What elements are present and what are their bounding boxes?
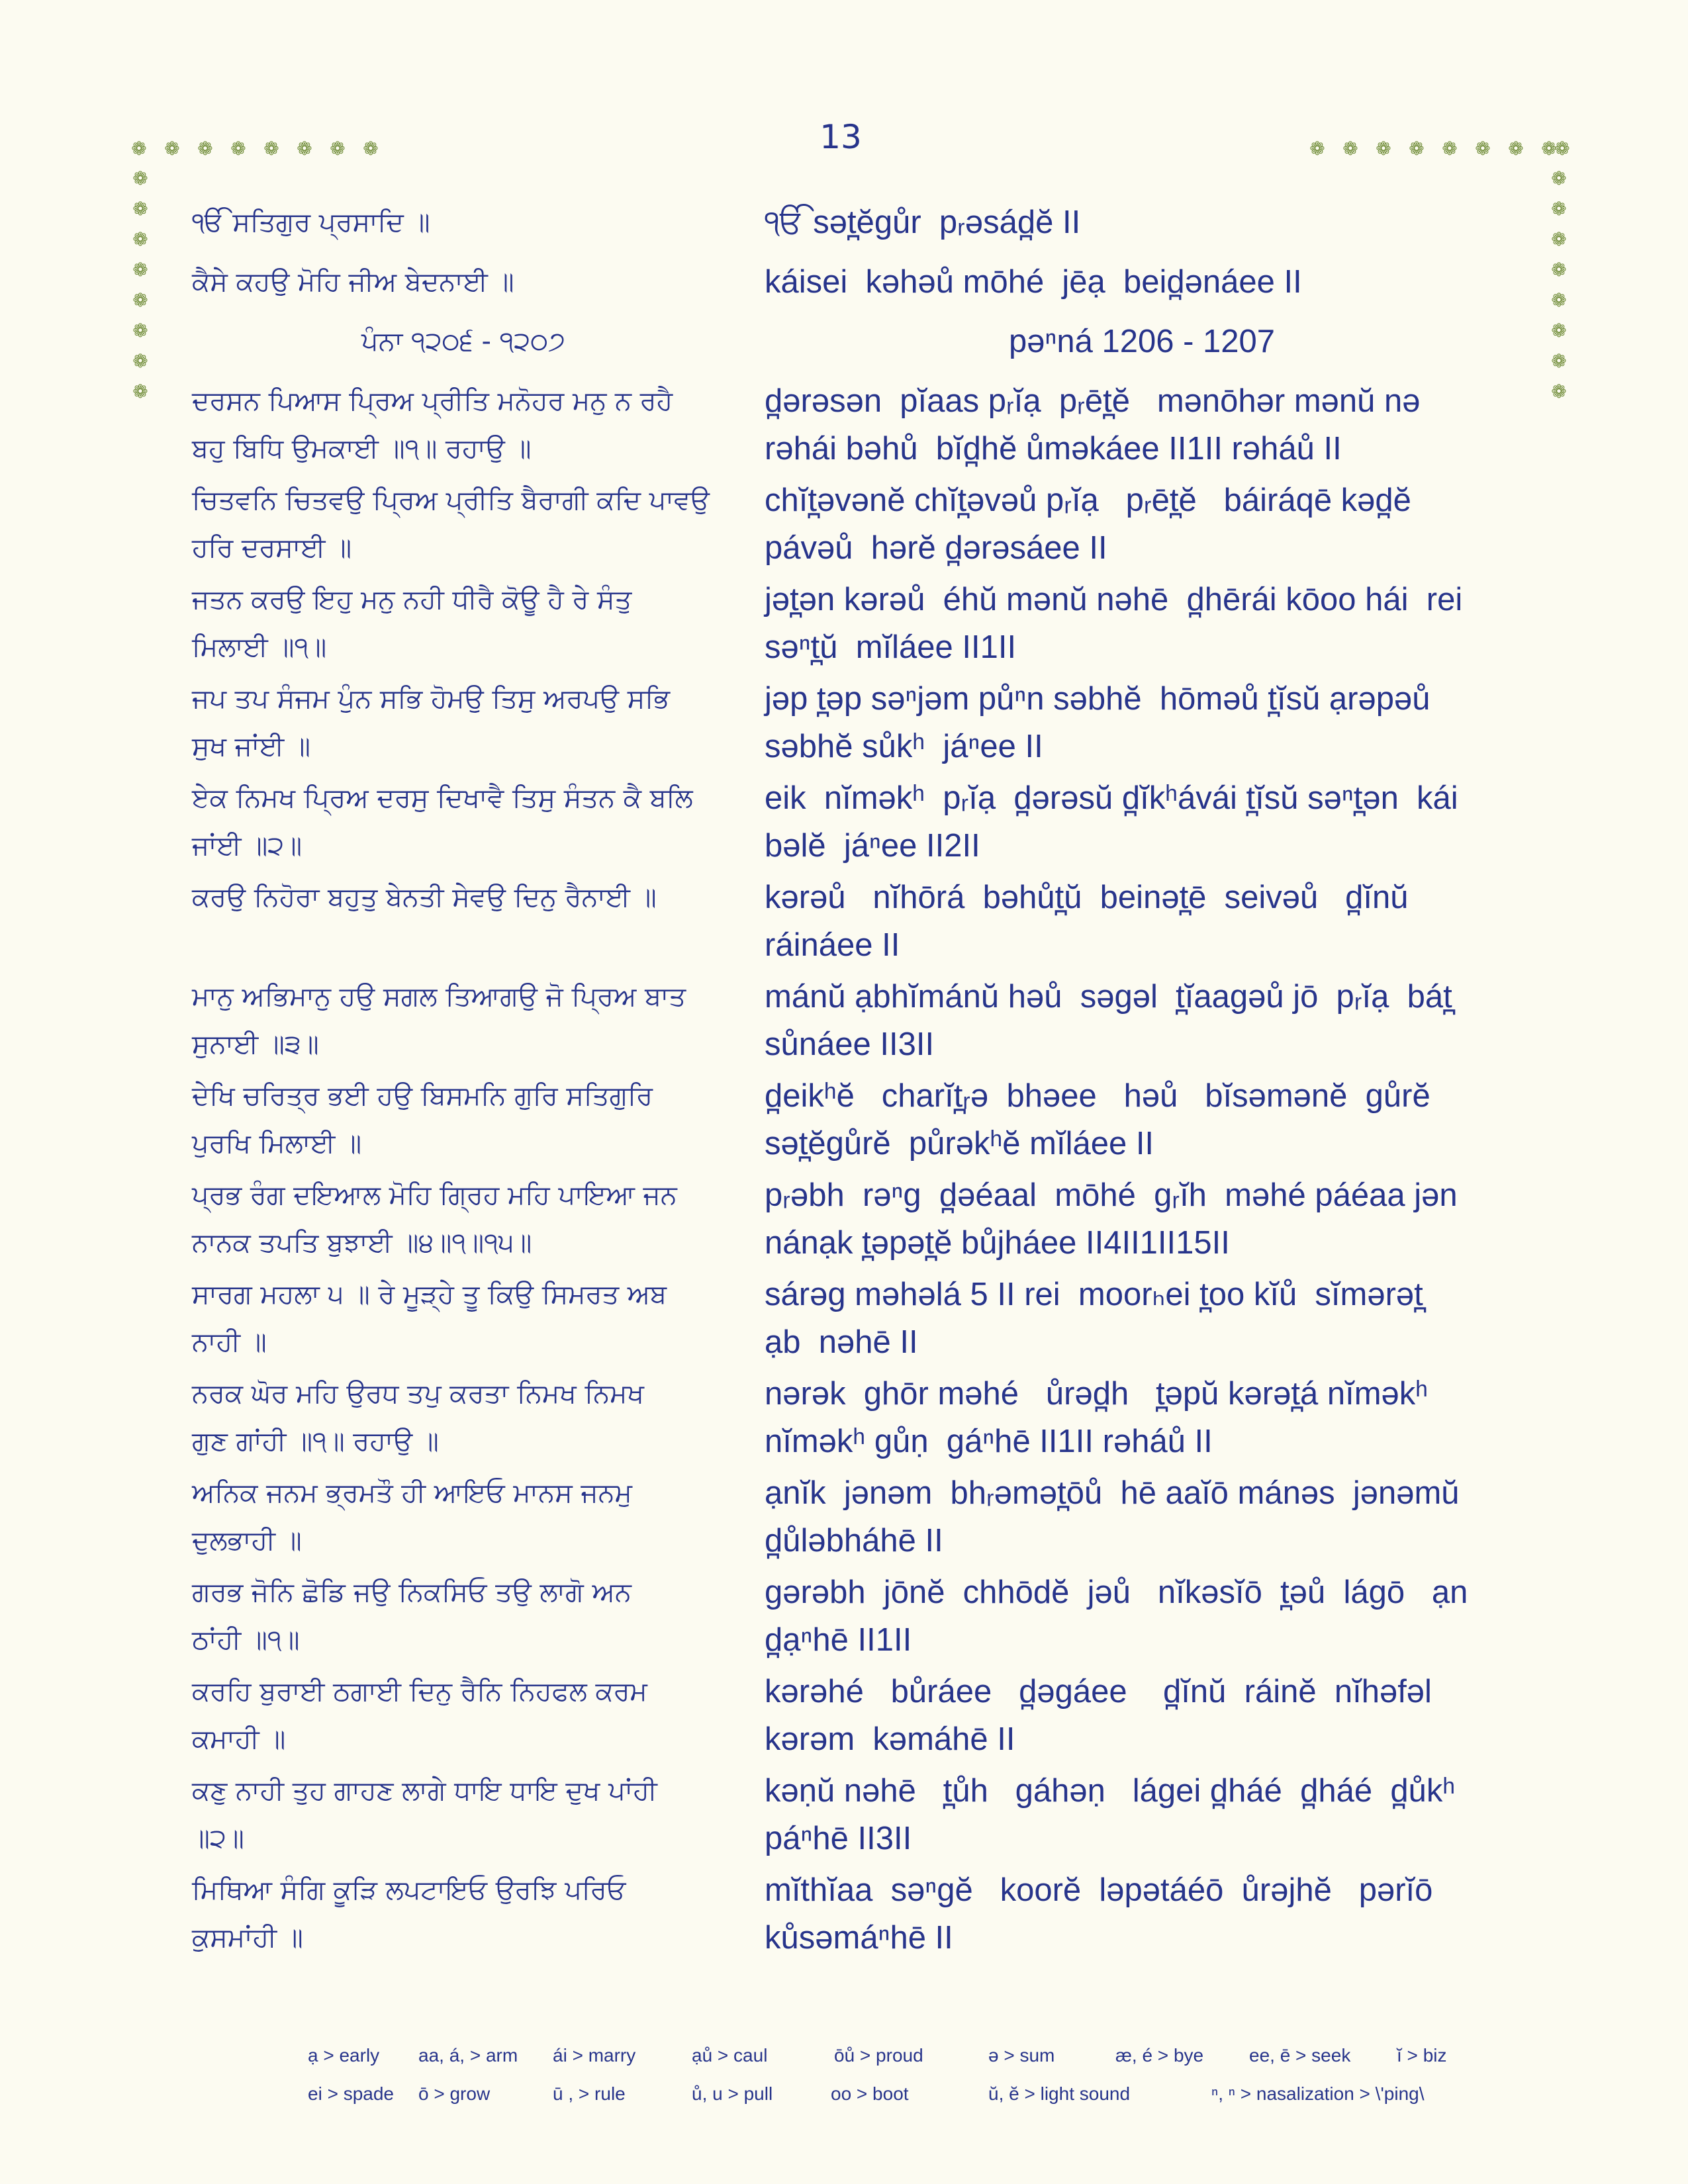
flower-icon: ❁ bbox=[297, 138, 312, 159]
gurmukhi-line: ਜਤਨ ਕਰਉ ਇਹੁ ਮਨੁ ਨਹੀ ਧੀਰੈ ਕੋਊ ਹੈ ਰੇ ਸੰਤੁ ਮਿਲਾਈ ॥੧॥ bbox=[192, 584, 632, 662]
key-entry: ŭ, ĕ > light sound bbox=[988, 2083, 1131, 2104]
gurmukhi-line: ਮਾਨੁ ਅਭਿਮਾਨੁ ਹਉ ਸਗਲ ਤਿਆਗਉ ਜੋ ਪ੍ਰਿਅ ਬਾਤ ਸੁਨਾਈ ॥੩॥ bbox=[192, 981, 686, 1060]
transliteration-line: kərəů nĭhōrá bəhůt̪ŭ beinət̪ē seivəů d̪ĭnŭ ráináee II bbox=[765, 880, 1409, 963]
flower-icon: ❁ bbox=[197, 138, 213, 159]
transliteration-line: ੴ sət̪ĕgůr pᵣəsád̪ĕ II bbox=[765, 205, 1081, 240]
flower-icon: ❁ bbox=[1442, 138, 1458, 159]
transliteration-line: mánŭ ạbhĭmánŭ həů səgəl t̪ĭaagəů jō pᵣĭạ bát̪ sůnáee II3II bbox=[765, 979, 1452, 1062]
flower-icon: ❁ bbox=[132, 198, 148, 220]
flower-icon: ❁ bbox=[1551, 198, 1567, 220]
gurmukhi-line: ਨਰਕ ਘੋਰ ਮਹਿ ਉਰਧ ਤਪੁ ਕਰਤਾ ਨਿਮਖ ਨਿਮਖ ਗੁਣ ਗਾਂਹੀ ॥੧॥ ਰਹਾਉ ॥ bbox=[192, 1379, 644, 1457]
flower-icon: ❁ bbox=[363, 138, 379, 159]
flower-icon: ❁ bbox=[1409, 138, 1425, 159]
gurmukhi-line: ਚਿਤਵਨਿ ਚਿਤਵਉ ਪ੍ਰਿਅ ਪ੍ਰੀਤਿ ਬੈਰਾਗੀ ਕਦਿ ਪਾਵਉ ਹਰਿ ਦਰਸਾਈ ॥ bbox=[192, 485, 710, 563]
transliteration-line: d̪ərəsən pĭaas pᵣĭạ pᵣēt̪ĕ mənōhər mənŭ nə rəhái bəhů bĭd̪hĕ ůməkáee II1II rəháů II bbox=[765, 383, 1421, 467]
flower-icon: ❁ bbox=[1309, 138, 1325, 159]
flower-icon: ❁ bbox=[1551, 259, 1567, 281]
key-entry: ái > marry bbox=[553, 2045, 636, 2066]
gurmukhi-line: ਕੈਸੇ ਕਹਉ ਮੋਹਿ ਜੀਅ ਬੇਦਨਾਈ ॥ bbox=[192, 267, 514, 297]
gurmukhi-line: ਕਣੁ ਨਾਹੀ ਤੁਹ ਗਾਹਣ ਲਾਗੇ ਧਾਇ ਧਾਇ ਦੁਖ ਪਾਂਹੀ ॥੨॥ bbox=[192, 1776, 657, 1854]
page-range-roman: pəⁿná 1206 - 1207 bbox=[1008, 324, 1276, 359]
flower-icon: ❁ bbox=[330, 138, 346, 159]
key-entry: ạů > caul bbox=[692, 2045, 768, 2066]
key-entry: oo > boot bbox=[831, 2083, 909, 2104]
key-entry: æ, é > bye bbox=[1115, 2045, 1204, 2066]
transliteration-line: sárəg məhəlá 5 II rei moorₕei t̪oo kĭů sĭmərət̪ ạb nəhē II bbox=[765, 1277, 1423, 1360]
flower-icon: ❁ bbox=[132, 167, 148, 189]
transliteration-line: chĭt̪əvənĕ chĭt̪əvəů pᵣĭạ pᵣēt̪ĕ báiráqē kəd̪ĕ pávəů hərĕ d̪ərəsáee II bbox=[765, 482, 1411, 566]
flower-icon: ❁ bbox=[132, 259, 148, 281]
flower-icon: ❁ bbox=[1342, 138, 1358, 159]
transliteration-line: kəṇŭ nəhē t̪ůh gáhəṇ lágei d̪háé d̪háé d̪ůkʰ páⁿhē II3II bbox=[765, 1773, 1456, 1856]
gurmukhi-line: ਦਰਸਨ ਪਿਆਸ ਪ੍ਰਿਅ ਪ੍ਰੀਤਿ ਮਨੋਹਰ ਮਨੁ ਨ ਰਹੈ ਬਹੁ ਬਿਧਿ ਉਮਕਾਈ ॥੧॥ ਰਹਾਉ ॥ bbox=[192, 386, 673, 464]
key-entry: ū , > rule bbox=[553, 2083, 626, 2104]
gurmukhi-line: ਗਰਭ ਜੋਨਿ ਛੋਡਿ ਜਉ ਨਿਕਸਿਓ ਤਉ ਲਾਗੋ ਅਨ ਠਾਂਹੀ ॥੧॥ bbox=[192, 1577, 632, 1655]
key-entry: ee, ē > seek bbox=[1249, 2045, 1351, 2066]
flower-icon: ❁ bbox=[131, 138, 147, 159]
transliteration-line: ạnĭk jənəm bhᵣəmət̪ōů hē aaĭō mánəs jənəmŭ d̪ůləbháhē II bbox=[765, 1475, 1460, 1559]
key-entry: ů, u > pull bbox=[692, 2083, 773, 2104]
flower-icon: ❁ bbox=[164, 138, 180, 159]
gurmukhi-line: ੴ ਸਤਿਗੁਰ ਪ੍ਰਸਾਦਿ ॥ bbox=[192, 207, 430, 238]
transliteration-line: nərək ghōr məhé ůrəd̪h t̪əpŭ kərət̪á nĭməkʰ nĭməkʰ gůṇ gáⁿhē II1II rəháů II bbox=[765, 1376, 1429, 1459]
flower-icon: ❁ bbox=[230, 138, 246, 159]
page-range-gurmukhi: ਪੰਨਾ ੧੨੦੬ - ੧੨੦੭ bbox=[361, 326, 565, 357]
gurmukhi-line: ਪ੍ਰਭ ਰੰਗ ਦਇਆਲ ਮੋਹਿ ਗ੍ਰਿਹ ਮਹਿ ਪਾਇਆ ਜਨ ਨਾਨਕ ਤਪਤਿ ਬੁਝਾਈ ॥੪॥੧॥੧੫॥ bbox=[192, 1180, 677, 1258]
page-number: 13 bbox=[820, 118, 862, 156]
transliteration-line: eik nĭməkʰ pᵣĭạ d̪ərəsŭ d̪ĭkʰávái t̪ĭsŭ səⁿt̪ən kái bəlĕ jáⁿee II2II bbox=[765, 780, 1458, 864]
transliteration-line: kərəhé bůráee d̪əgáee d̪ĭnŭ ráinĕ nĭhəfəl kərəm kəmáhē II bbox=[765, 1674, 1432, 1757]
gurmukhi-line: ਕਰਹਿ ਬੁਰਾਈ ਠਗਾਈ ਦਿਨੁ ਰੈਨਿ ਨਿਹਫਲ ਕਰਮ ਕਮਾਹੀ ॥ bbox=[192, 1676, 647, 1754]
transliteration-line: mĭthĭaa səⁿgĕ koorĕ ləpətáéō ůrəjhĕ pərĭō kůsəmáⁿhē II bbox=[765, 1872, 1433, 1956]
flower-icon: ❁ bbox=[132, 381, 148, 402]
transliteration-line: d̪eikʰĕ charĭt̪ᵣə bhəee həů bĭsəmənĕ gůrĕ sət̪ĕgůrĕ půrəkʰĕ mĭláee II bbox=[765, 1078, 1430, 1161]
flower-icon: ❁ bbox=[1376, 138, 1391, 159]
flower-icon: ❁ bbox=[1551, 228, 1567, 250]
gurmukhi-line: ਸਾਰਗ ਮਹਲਾ ੫ ॥ ਰੇ ਮੂੜ੍ਹੇ ਤੂ ਕਿਉ ਸਿਮਰਤ ਅਬ ਨਾਹੀ ॥ bbox=[192, 1279, 667, 1357]
key-entry: ⁿ, ⁿ > nasalization > \'ping\ bbox=[1211, 2083, 1425, 2104]
flower-icon: ❁ bbox=[1508, 138, 1524, 159]
flower-icon: ❁ bbox=[1551, 350, 1567, 372]
flower-icon: ❁ bbox=[1551, 381, 1567, 402]
gurmukhi-line: ਜਪ ਤਪ ਸੰਜਮ ਪੁੰਨ ਸਭਿ ਹੋਮਉ ਤਿਸੁ ਅਰਪਉ ਸਭਿ ਸੁਖ ਜਾਂਈ ॥ bbox=[192, 684, 670, 762]
key-entry: ə > sum bbox=[988, 2045, 1055, 2066]
transliteration-line: gərəbh jōnĕ chhōdĕ jəů nĭkəsĭō t̪əů lágō ạn d̪ạⁿhē II1II bbox=[765, 1574, 1468, 1658]
flower-icon: ❁ bbox=[1554, 138, 1570, 159]
transliteration-line: jəp t̪əp səⁿjəm půⁿn səbhĕ hōməů t̪ĭsŭ ạrəpəů səbhĕ sůkʰ jáⁿee II bbox=[765, 681, 1430, 764]
flower-icon: ❁ bbox=[132, 228, 148, 250]
transliteration-line: pᵣəbh rəⁿg d̪əéaal mōhé gᵣĭh məhé páéaa jən nánạk t̪əpət̪ĕ bůjháee II4II1II15II bbox=[765, 1177, 1458, 1261]
key-entry: ei > spade bbox=[308, 2083, 394, 2104]
flower-icon: ❁ bbox=[1541, 138, 1557, 159]
gurmukhi-line: ਕਰਉ ਨਿਹੋਰਾ ਬਹੁਤੁ ਬੇਨਤੀ ਸੇਵਉ ਦਿਨੁ ਰੈਨਾਈ ॥ bbox=[192, 882, 657, 913]
gurmukhi-line: ਅਨਿਕ ਜਨਮ ਭ੍ਰਮਤੌ ਹੀ ਆਇਓ ਮਾਨਸ ਜਨਮੁ ਦੁਲਭਾਹੀ ॥ bbox=[192, 1478, 632, 1556]
gurmukhi-line: ਮਿਥਿਆ ਸੰਗਿ ਕੂੜਿ ਲਪਟਾਇਓ ਉਰਝਿ ਪਰਿਓ ਕੁਸਮਾਂਹੀ ॥ bbox=[192, 1875, 626, 1953]
key-entry: ōů > proud bbox=[834, 2045, 923, 2066]
flower-icon: ❁ bbox=[132, 320, 148, 341]
transliteration-line: jət̪ən kərəů éhŭ mənŭ nəhē d̪hērái kōoo hái rei səⁿt̪ŭ mĭláee II1II bbox=[765, 582, 1463, 665]
flower-icon: ❁ bbox=[1551, 320, 1567, 341]
gurmukhi-line: ਦੇਖਿ ਚਰਿਤ੍ਰ ਭਈ ਹਉ ਬਿਸਮਨਿ ਗੁਰਿ ਸਤਿਗੁਰਿ ਪੁਰਖਿ ਮਿਲਾਈ ॥ bbox=[192, 1081, 653, 1159]
key-entry: ĭ > biz bbox=[1397, 2045, 1447, 2066]
flower-icon: ❁ bbox=[1551, 289, 1567, 311]
gurmukhi-line: ਏਕ ਨਿਮਖ ਪ੍ਰਿਅ ਦਰਸੁ ਦਿਖਾਵੈ ਤਿਸੁ ਸੰਤਨ ਕੈ ਬਲਿ ਜਾਂਈ ॥੨॥ bbox=[192, 783, 693, 861]
flower-icon: ❁ bbox=[1551, 167, 1567, 189]
flower-icon: ❁ bbox=[1475, 138, 1491, 159]
flower-icon: ❁ bbox=[263, 138, 279, 159]
flower-icon: ❁ bbox=[132, 289, 148, 311]
key-entry: aa, á, > arm bbox=[418, 2045, 518, 2066]
transliteration-line: káisei kəhəů mōhé jēạ beid̪ənáee II bbox=[765, 264, 1302, 300]
key-entry: ạ > early bbox=[308, 2045, 380, 2066]
flower-icon: ❁ bbox=[132, 350, 148, 372]
key-entry: ō > grow bbox=[418, 2083, 491, 2104]
